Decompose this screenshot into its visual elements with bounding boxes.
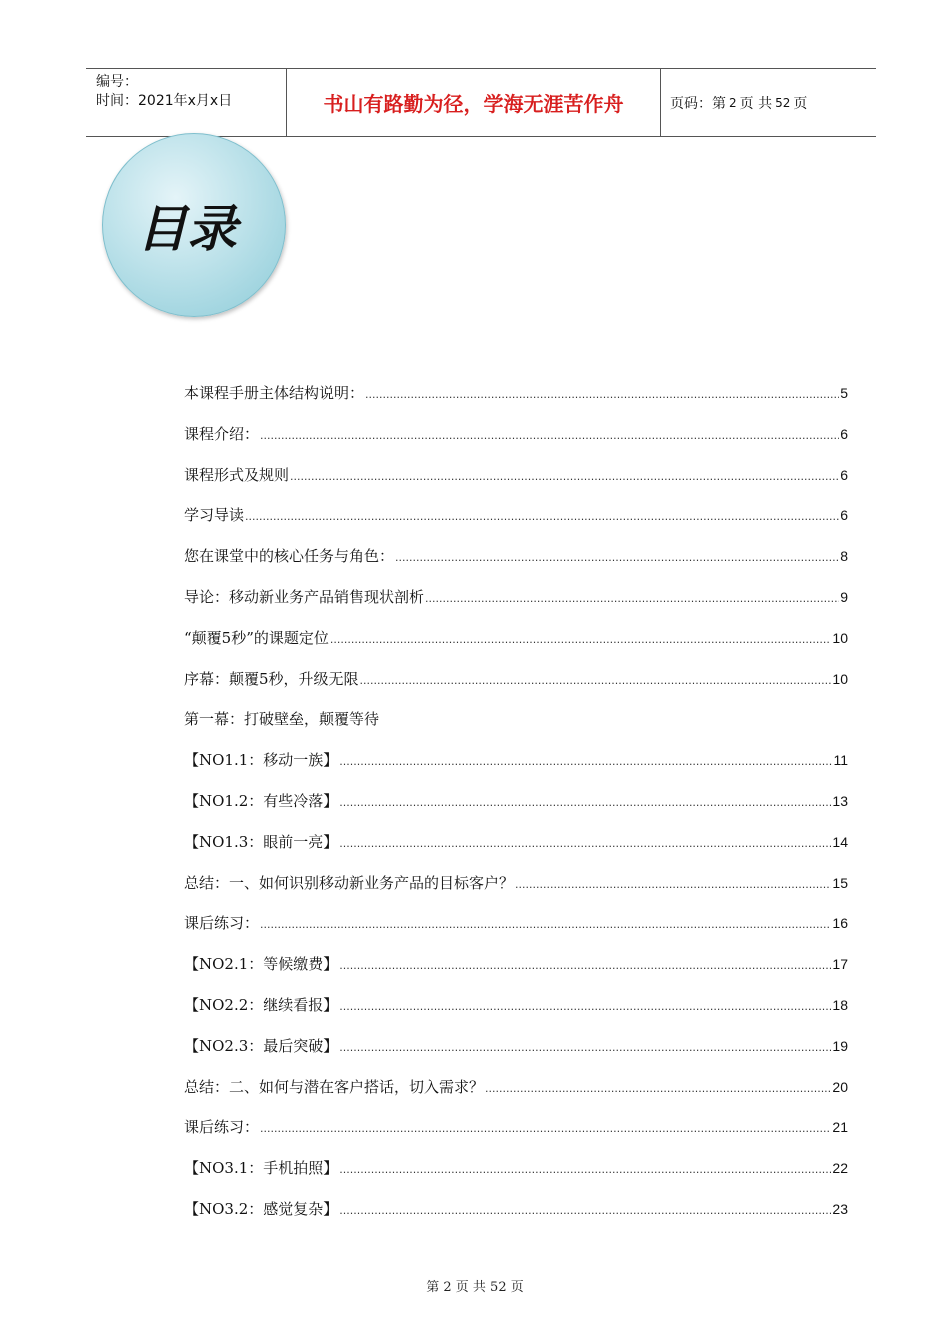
toc-entry-page: 19 <box>832 1037 848 1054</box>
toc-entry[interactable] <box>184 1157 848 1198</box>
header-page-total: 52 <box>775 95 791 110</box>
toc-entry-page: 22 <box>832 1160 848 1177</box>
toc-entry-title: 课程形式及规则 <box>184 465 290 484</box>
toc-entry-page: 20 <box>832 1078 848 1095</box>
toc-entry-title: 课后练习： <box>184 1118 260 1137</box>
toc-leader-dots <box>260 429 839 442</box>
toc-entry[interactable] <box>184 504 848 545</box>
header-date: 时间：2021年x月x日 <box>96 93 233 109</box>
toc-entry[interactable] <box>184 545 848 586</box>
toc-entry-title: “颠覆5秒”的课题定位 <box>184 628 329 647</box>
toc-entry-page: 6 <box>840 425 848 442</box>
toc-leader-dots <box>485 1082 831 1095</box>
toc-entry-page: 21 <box>832 1119 848 1136</box>
title-circle <box>102 133 286 317</box>
header-page-prefix: 页码：第 <box>670 95 726 112</box>
header-motto: 书山有路勤为径，学海无涯苦作舟 <box>323 92 624 116</box>
toc-leader-dots <box>360 674 832 687</box>
toc-leader-dots <box>339 837 831 850</box>
toc-entry-title: 【NO2.2：继续看报】 <box>184 995 339 1014</box>
toc-entry-page: 10 <box>832 670 848 687</box>
toc-entry[interactable] <box>184 423 848 464</box>
toc-entry[interactable] <box>184 1198 848 1239</box>
toc-entry-page: 15 <box>832 874 848 891</box>
toc-entry-page: 16 <box>832 915 848 932</box>
toc-leader-dots <box>339 1204 831 1217</box>
header-page-info <box>670 69 807 136</box>
page-title: 目录 <box>137 200 237 258</box>
toc-entry[interactable] <box>184 1076 848 1117</box>
toc-entry[interactable] <box>184 1035 848 1076</box>
toc-entry-title: 课后练习： <box>184 914 260 933</box>
toc-entry[interactable] <box>184 382 848 423</box>
toc-leader-dots <box>339 1041 831 1054</box>
header-page-mid: 页 共 <box>739 95 773 112</box>
toc-entry-title: 【NO2.3：最后突破】 <box>184 1036 339 1055</box>
toc-entry[interactable] <box>184 790 848 831</box>
toc-entry-title: 【NO1.1：移动一族】 <box>184 751 339 770</box>
toc-leader-dots <box>290 470 839 483</box>
toc-entry-page: 23 <box>832 1200 848 1217</box>
toc-entry[interactable] <box>184 708 848 749</box>
toc-entry[interactable] <box>184 1116 848 1157</box>
header-number-label: 编号： <box>96 74 138 90</box>
toc-entry[interactable] <box>184 586 848 627</box>
toc-entry-title: 总结：一、如何识别移动新业务产品的目标客户？ <box>184 873 515 892</box>
toc-entry-title: 本课程手册主体结构说明： <box>184 384 365 402</box>
toc-entry[interactable] <box>184 749 848 790</box>
toc-entry[interactable] <box>184 668 848 709</box>
toc-leader-dots <box>365 388 839 401</box>
toc-leader-dots <box>425 592 839 605</box>
toc-leader-dots <box>339 1163 831 1176</box>
toc-entry[interactable] <box>184 912 848 953</box>
toc-entry-title: 您在课堂中的核心任务与角色： <box>184 547 395 566</box>
toc-entry-page: 8 <box>840 548 848 565</box>
toc-leader-dots <box>339 796 831 809</box>
toc-leader-dots <box>339 755 832 768</box>
page-header <box>86 68 876 137</box>
header-meta <box>96 73 286 111</box>
toc-entry[interactable] <box>184 953 848 994</box>
toc-entry[interactable] <box>184 464 848 505</box>
toc-entry-title: 【NO1.3：眼前一亮】 <box>184 832 339 851</box>
toc-entry[interactable] <box>184 627 848 668</box>
toc-leader-dots <box>515 878 831 891</box>
toc-entry-title: 【NO3.1：手机拍照】 <box>184 1159 339 1178</box>
toc-entry-page: 17 <box>832 956 848 973</box>
header-page-number: 2 <box>729 95 737 110</box>
toc-leader-dots <box>330 633 832 646</box>
toc-entry-title: 导论：移动新业务产品销售现状剖析 <box>184 587 425 606</box>
toc-entry-title: 总结：二、如何与潜在客户搭话，切入需求？ <box>184 1077 485 1096</box>
toc-entry-title: 序幕：颠覆5秒，升级无限 <box>184 669 359 688</box>
toc-entry-page: 6 <box>840 466 848 483</box>
toc-entry-page: 10 <box>832 629 848 646</box>
toc-entry-page: 6 <box>840 507 848 524</box>
toc-leader-dots <box>245 510 839 523</box>
header-divider <box>660 69 661 136</box>
toc-leader-dots <box>260 1122 831 1135</box>
toc-entry[interactable] <box>184 831 848 872</box>
toc-entry-page: 13 <box>832 792 848 809</box>
toc-entry-title: 课程介绍： <box>184 424 260 443</box>
toc-entry-page: 9 <box>840 588 848 605</box>
header-page-suffix: 页 <box>793 95 808 112</box>
page-footer: 第 2 页 共 52 页 <box>426 1280 524 1295</box>
toc-leader-dots <box>339 1000 831 1013</box>
toc-entry-page: 5 <box>840 385 848 401</box>
toc-entry[interactable] <box>184 872 848 913</box>
toc-entry-page: 18 <box>832 996 848 1013</box>
toc-leader-dots <box>339 959 831 972</box>
toc-entry-title: 【NO1.2：有些冷落】 <box>184 791 339 810</box>
toc-entry[interactable] <box>184 994 848 1035</box>
toc-leader-dots <box>260 918 831 931</box>
toc-entry-title: 【NO2.1：等候缴费】 <box>184 955 339 974</box>
toc-entry-page: 14 <box>832 833 848 850</box>
toc-entry-title: 学习导读 <box>184 506 245 525</box>
toc-entry-page: 11 <box>833 752 848 769</box>
toc-entry-title: 【NO3.2：感觉复杂】 <box>184 1199 339 1218</box>
table-of-contents <box>184 382 848 1239</box>
toc-leader-dots <box>395 551 839 564</box>
toc-entry-title: 第一幕：打破壁垒，颠覆等待 <box>184 710 380 729</box>
